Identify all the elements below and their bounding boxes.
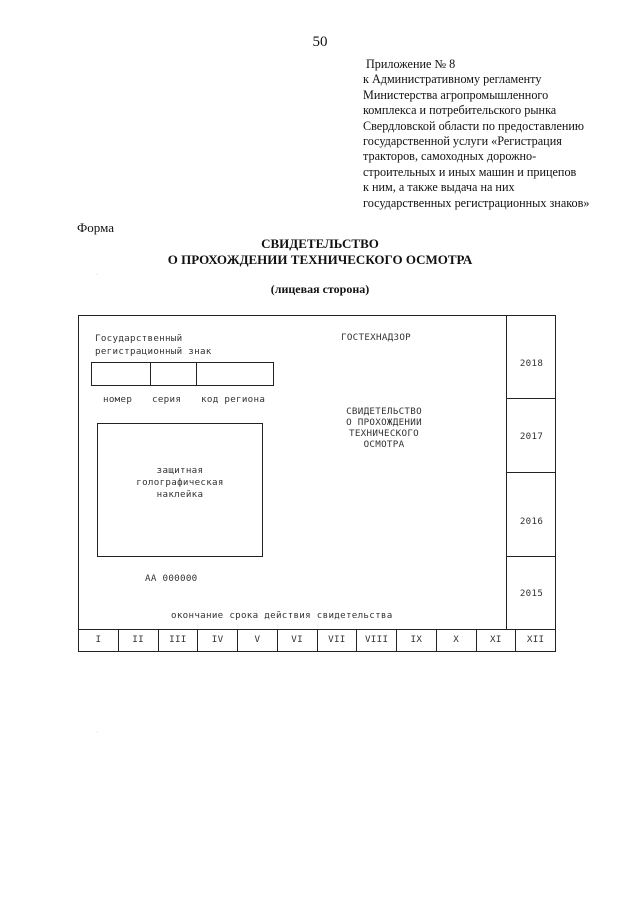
month-cell: X <box>436 630 476 652</box>
certificate-heading-line: О ПРОХОЖДЕНИИ <box>346 417 422 428</box>
month-cell: XI <box>476 630 516 652</box>
year-label: 2015 <box>519 588 544 599</box>
month-cell: VI <box>277 630 317 652</box>
certificate-form <box>78 315 556 652</box>
serial-number: АА 000000 <box>145 573 198 584</box>
registration-label-line-2: регистрационный знак <box>95 346 212 357</box>
scan-speck: · <box>96 272 98 278</box>
year-label: 2017 <box>519 431 544 442</box>
annex-line: Приложение № 8 <box>366 57 456 71</box>
annex-line: государственных регистрационных знаков» <box>363 195 590 210</box>
title-line-1: СВИДЕТЕЛЬСТВО <box>261 236 379 251</box>
title-line-2: О ПРОХОЖДЕНИИ ТЕХНИЧЕСКОГО ОСМОТРА <box>167 252 473 267</box>
month-cell: IX <box>396 630 436 652</box>
month-cell: VIII <box>356 630 396 652</box>
plate-series-field <box>150 363 196 385</box>
annex-line: комплекса и потребительского рынка <box>363 103 557 118</box>
form-label: Форма <box>77 220 114 235</box>
hologram-sticker-box <box>97 423 263 557</box>
month-cell: VII <box>317 630 357 652</box>
month-cell: II <box>118 630 158 652</box>
sticker-line: голографическая <box>136 477 224 488</box>
annex-line: тракторов, самоходных дорожно- <box>363 149 537 164</box>
year-label: 2016 <box>519 516 544 527</box>
scan-speck: · <box>96 730 98 736</box>
month-cell: V <box>237 630 277 652</box>
annex-line: строительных и иных машин и прицепов <box>363 164 577 179</box>
annex-line: к Административному регламенту <box>363 72 542 87</box>
plate-region-field <box>196 363 273 385</box>
agency-label: ГОСТЕХНАДЗОР <box>341 332 411 343</box>
year-cell <box>507 398 556 473</box>
month-row <box>79 629 555 652</box>
registration-label-line-1: Государственный <box>95 333 183 344</box>
month-cell: XII <box>515 630 555 652</box>
year-cell <box>507 472 556 557</box>
plate-number-field <box>92 363 150 385</box>
plate-field-labels <box>103 394 279 405</box>
annex-line: Свердловской области по предоставлению <box>363 118 585 133</box>
certificate-heading-line: СВИДЕТЕЛЬСТВО <box>346 406 422 417</box>
sticker-line: наклейка <box>156 489 204 500</box>
sticker-line: защитная <box>156 465 204 476</box>
plate-fields <box>91 362 274 386</box>
plate-series-label: серия <box>152 394 182 405</box>
year-label: 2018 <box>519 358 544 369</box>
certificate-heading <box>319 406 449 450</box>
month-cell: IV <box>197 630 237 652</box>
document-subtitle: (лицевая сторона) <box>270 282 370 296</box>
annex-block <box>363 57 633 211</box>
certificate-heading-line: ТЕХНИЧЕСКОГО <box>349 428 419 439</box>
year-column <box>506 316 556 629</box>
plate-number-label: номер <box>103 394 133 405</box>
annex-line: государственной услуги «Регистрация <box>363 134 562 149</box>
month-cell: I <box>95 634 102 645</box>
certificate-heading-line: ОСМОТРА <box>363 439 405 450</box>
month-cell: III <box>158 630 198 652</box>
year-cell <box>507 556 556 630</box>
document-title <box>0 236 640 268</box>
plate-region-label: код региона <box>201 394 266 405</box>
expiry-label: окончание срока действия свидетельства <box>171 610 393 621</box>
page-number: 50 <box>312 34 328 50</box>
year-cell <box>507 316 556 398</box>
annex-line: Министерства агропромышленного <box>363 87 549 102</box>
registration-sign-label <box>95 332 212 358</box>
sticker-text <box>98 465 262 501</box>
annex-line: к ним, а также выдача на них <box>363 180 515 195</box>
